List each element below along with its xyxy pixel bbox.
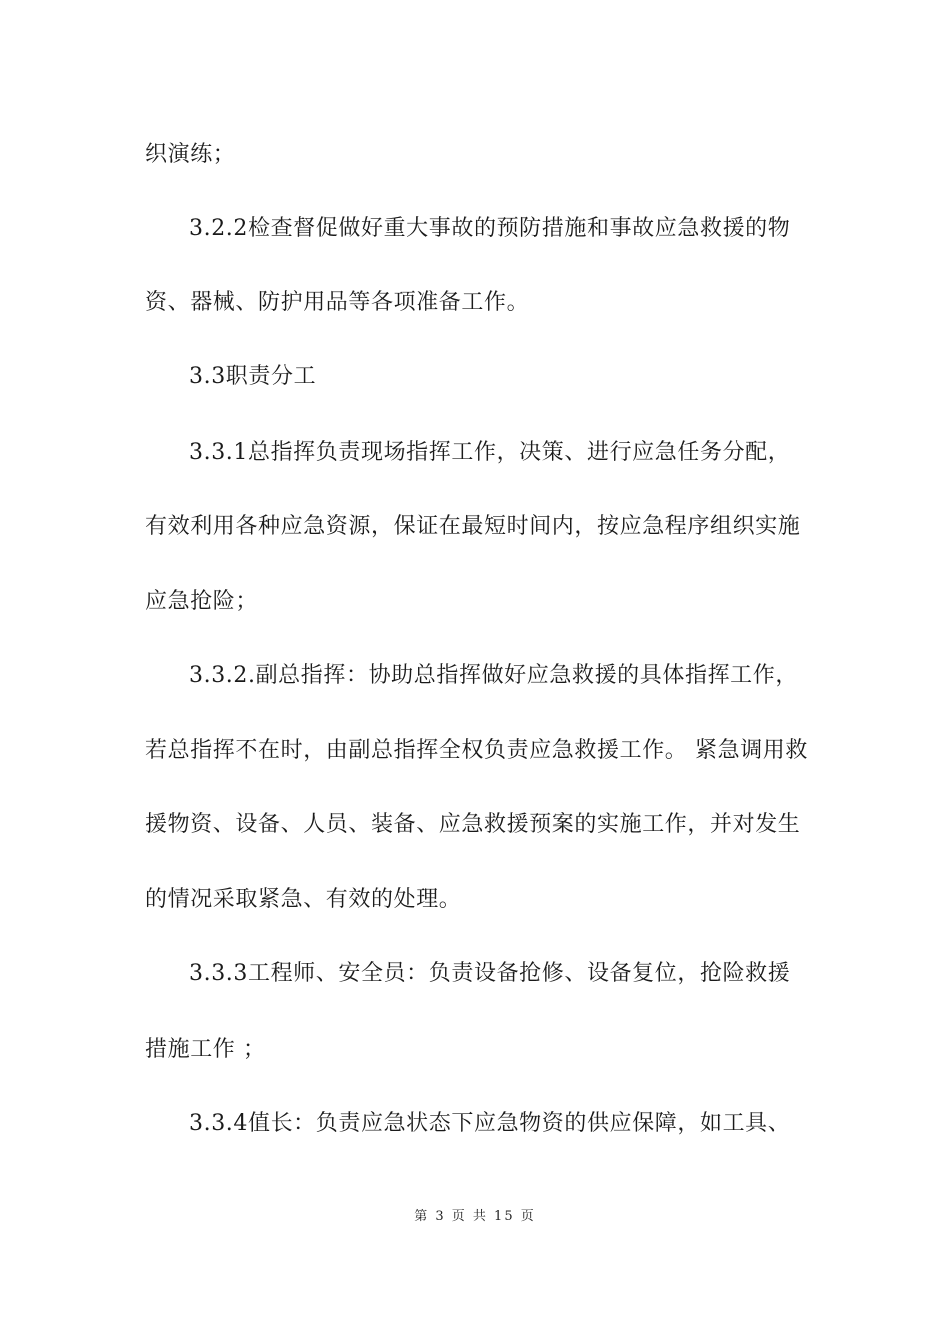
text-line-7: 应急抢险；: [145, 589, 259, 614]
text-line-2: 3.2.2检查督促做好重大事故的预防措施和事故应急救援的物: [189, 216, 791, 241]
text-line-5: 3.3.1总指挥负责现场指挥工作，决策、进行应急任务分配，: [189, 440, 791, 465]
text-line-14: 3.3.4值长：负责应急状态下应急物资的供应保障，如工具、: [189, 1111, 791, 1136]
text-line-8: 3.3.2.副总指挥：协助总指挥做好应急救援的具体指挥工作，: [189, 663, 798, 688]
text-line-3: 资、器械、防护用品等各项准备工作。: [145, 290, 530, 315]
text-line-12: 3.3.3工程师、安全员：负责设备抢修、设备复位，抢险救援: [189, 961, 791, 986]
text-line-11: 的情况采取紧急、有效的处理。: [145, 887, 462, 912]
text-line-1: 织演练；: [145, 142, 236, 167]
text-line-10: 援物资、设备、人员、装备、应急救援预案的实施工作，并对发生: [145, 812, 801, 837]
text-line-6: 有效利用各种应急资源，保证在最短时间内，按应急程序组织实施: [145, 514, 801, 539]
page-number-footer: 第 3 页 共 15 页: [414, 1209, 536, 1224]
text-line-9: 若总指挥不在时，由副总指挥全权负责应急救援工作。 紧急调用救: [145, 738, 808, 763]
section-heading-3-3: 3.3职责分工: [189, 364, 317, 389]
text-line-13: 措施工作 ；: [145, 1037, 266, 1062]
